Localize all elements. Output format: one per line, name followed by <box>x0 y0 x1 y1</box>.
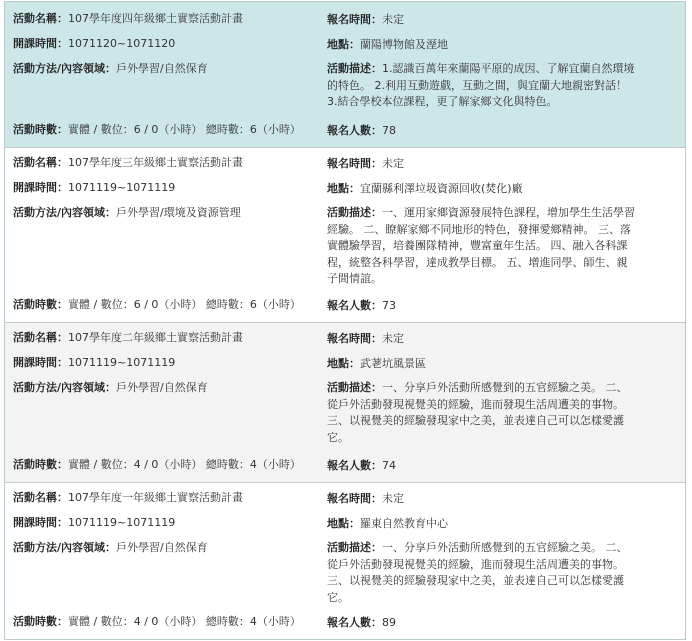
activity-name-field <box>13 156 313 170</box>
description-value: 1.認識百萬年來蘭陽平原的成因、了解宜蘭自然環境的特色。 2.利用互動遊戲，互動之間，與宜蘭大地親密對話！ 3.結合學校本位課程，更了解家鄉文化與特色。 <box>327 62 635 108</box>
activity-card[interactable] <box>5 483 685 639</box>
method-field <box>13 206 313 220</box>
description-field <box>327 380 635 446</box>
description-field <box>327 205 635 288</box>
deadline-value: 未定 <box>382 157 404 170</box>
hours-label: 活動時數： <box>13 298 68 311</box>
hours-field <box>13 123 313 137</box>
enroll-label: 報名人數： <box>327 299 382 312</box>
activity-list <box>4 1 686 640</box>
description-field <box>327 540 635 606</box>
hours-value: 實體 / 數位：4 / 0（小時） 總時數：4（小時） <box>68 615 301 628</box>
description-value: 一、分享戶外活動所感覺到的五官經驗之美。 二、從戶外活動發現視覺美的經驗，進而發現生活周遭美的事物。 三、以視覺美的經驗發現家中之美，並表達自己可以怎樣愛護它。 <box>327 381 628 444</box>
deadline-value: 未定 <box>382 13 404 26</box>
activity-name-value: 107學年度三年級鄉土實察活動計畫 <box>68 156 243 169</box>
description-label: 活動描述： <box>327 206 382 219</box>
location-field <box>327 356 635 373</box>
hours-field <box>13 298 313 312</box>
location-label: 地點： <box>327 517 360 530</box>
method-field <box>13 381 313 395</box>
activity-name-label: 活動名稱： <box>13 331 68 344</box>
method-field <box>13 541 313 555</box>
deadline-label: 報名時間： <box>327 13 382 26</box>
class-time-field <box>13 516 313 530</box>
activity-card[interactable] <box>5 2 685 148</box>
hours-label: 活動時數： <box>13 615 68 628</box>
method-label: 活動方法/內容領域： <box>13 541 117 554</box>
location-label: 地點： <box>327 38 360 51</box>
enroll-field <box>327 298 635 315</box>
location-field <box>327 516 635 533</box>
enroll-label: 報名人數： <box>327 616 382 629</box>
enroll-field <box>327 615 635 632</box>
enroll-field <box>327 123 635 140</box>
hours-value: 實體 / 數位：4 / 0（小時） 總時數：4（小時） <box>68 458 301 471</box>
enroll-label: 報名人數： <box>327 124 382 137</box>
method-field <box>13 62 313 76</box>
location-value: 宜蘭縣利澤垃圾資源回收(焚化)廠 <box>360 182 523 195</box>
hours-label: 活動時數： <box>13 458 68 471</box>
activity-name-label: 活動名稱： <box>13 12 68 25</box>
enroll-label: 報名人數： <box>327 459 382 472</box>
location-value: 蘭陽博物館及溼地 <box>360 38 448 51</box>
description-label: 活動描述： <box>327 541 382 554</box>
class-time-label: 開課時間： <box>13 37 68 50</box>
location-field <box>327 37 635 54</box>
method-value: 戶外學習/自然保育 <box>116 381 208 394</box>
deadline-label: 報名時間： <box>327 492 382 505</box>
class-time-field <box>13 356 313 370</box>
description-value: 一、運用家鄉資源發展特色課程，增加學生生活學習經驗。 二、瞭解家鄉不同地形的特色，發揮愛鄉精神。 三、落實體驗學習，培養團隊精神，豐富童年生活。 四、融入各科課程，統整各科學習，達成教學目標。 五、增進同學、師生、親子間情誼。 <box>327 206 635 285</box>
activity-name-value: 107學年度二年級鄉土實察活動計畫 <box>68 331 243 344</box>
enroll-field <box>327 458 635 475</box>
activity-name-label: 活動名稱： <box>13 156 68 169</box>
method-value: 戶外學習/環境及資源管理 <box>116 206 241 219</box>
class-time-value: 1071119~1071119 <box>68 356 176 369</box>
description-label: 活動描述： <box>327 62 382 75</box>
deadline-field <box>327 331 635 348</box>
location-value: 武荖坑風景區 <box>360 357 426 370</box>
hours-field <box>13 615 313 629</box>
method-label: 活動方法/內容領域： <box>13 381 117 394</box>
location-label: 地點： <box>327 357 360 370</box>
method-value: 戶外學習/自然保育 <box>116 62 208 75</box>
class-time-value: 1071119~1071119 <box>68 516 176 529</box>
class-time-value: 1071119~1071119 <box>68 181 176 194</box>
class-time-label: 開課時間： <box>13 516 68 529</box>
activity-name-label: 活動名稱： <box>13 491 68 504</box>
activity-name-field <box>13 12 313 26</box>
method-label: 活動方法/內容領域： <box>13 62 117 75</box>
activity-name-value: 107學年度一年級鄉土實察活動計畫 <box>68 491 243 504</box>
activity-name-value: 107學年度四年級鄉土實察活動計畫 <box>68 12 243 25</box>
deadline-field <box>327 491 635 508</box>
activity-name-field <box>13 331 313 345</box>
location-label: 地點： <box>327 182 360 195</box>
deadline-label: 報名時間： <box>327 332 382 345</box>
class-time-label: 開課時間： <box>13 181 68 194</box>
hours-field <box>13 458 313 472</box>
deadline-label: 報名時間： <box>327 157 382 170</box>
hours-label: 活動時數： <box>13 123 68 136</box>
class-time-field <box>13 37 313 51</box>
enroll-value: 73 <box>382 299 396 312</box>
location-field <box>327 181 635 198</box>
enroll-value: 89 <box>382 616 396 629</box>
class-time-label: 開課時間： <box>13 356 68 369</box>
deadline-value: 未定 <box>382 332 404 345</box>
enroll-value: 78 <box>382 124 396 137</box>
method-label: 活動方法/內容領域： <box>13 206 117 219</box>
deadline-value: 未定 <box>382 492 404 505</box>
enroll-value: 74 <box>382 459 396 472</box>
method-value: 戶外學習/自然保育 <box>116 541 208 554</box>
description-value: 一、分享戶外活動所感覺到的五官經驗之美。 二、從戶外活動發現視覺美的經驗，進而發現生活周遭美的事物。 三、以視覺美的經驗發現家中之美，並表達自己可以怎樣愛護它。 <box>327 541 628 604</box>
hours-value: 實體 / 數位：6 / 0（小時） 總時數：6（小時） <box>68 298 301 311</box>
activity-card[interactable] <box>5 323 685 483</box>
description-label: 活動描述： <box>327 381 382 394</box>
description-field <box>327 61 635 111</box>
deadline-field <box>327 12 635 29</box>
class-time-field <box>13 181 313 195</box>
activity-card[interactable] <box>5 148 685 323</box>
deadline-field <box>327 156 635 173</box>
activity-name-field <box>13 491 313 505</box>
class-time-value: 1071120~1071120 <box>68 37 176 50</box>
hours-value: 實體 / 數位：6 / 0（小時） 總時數：6（小時） <box>68 123 301 136</box>
location-value: 羅東自然教育中心 <box>360 517 448 530</box>
